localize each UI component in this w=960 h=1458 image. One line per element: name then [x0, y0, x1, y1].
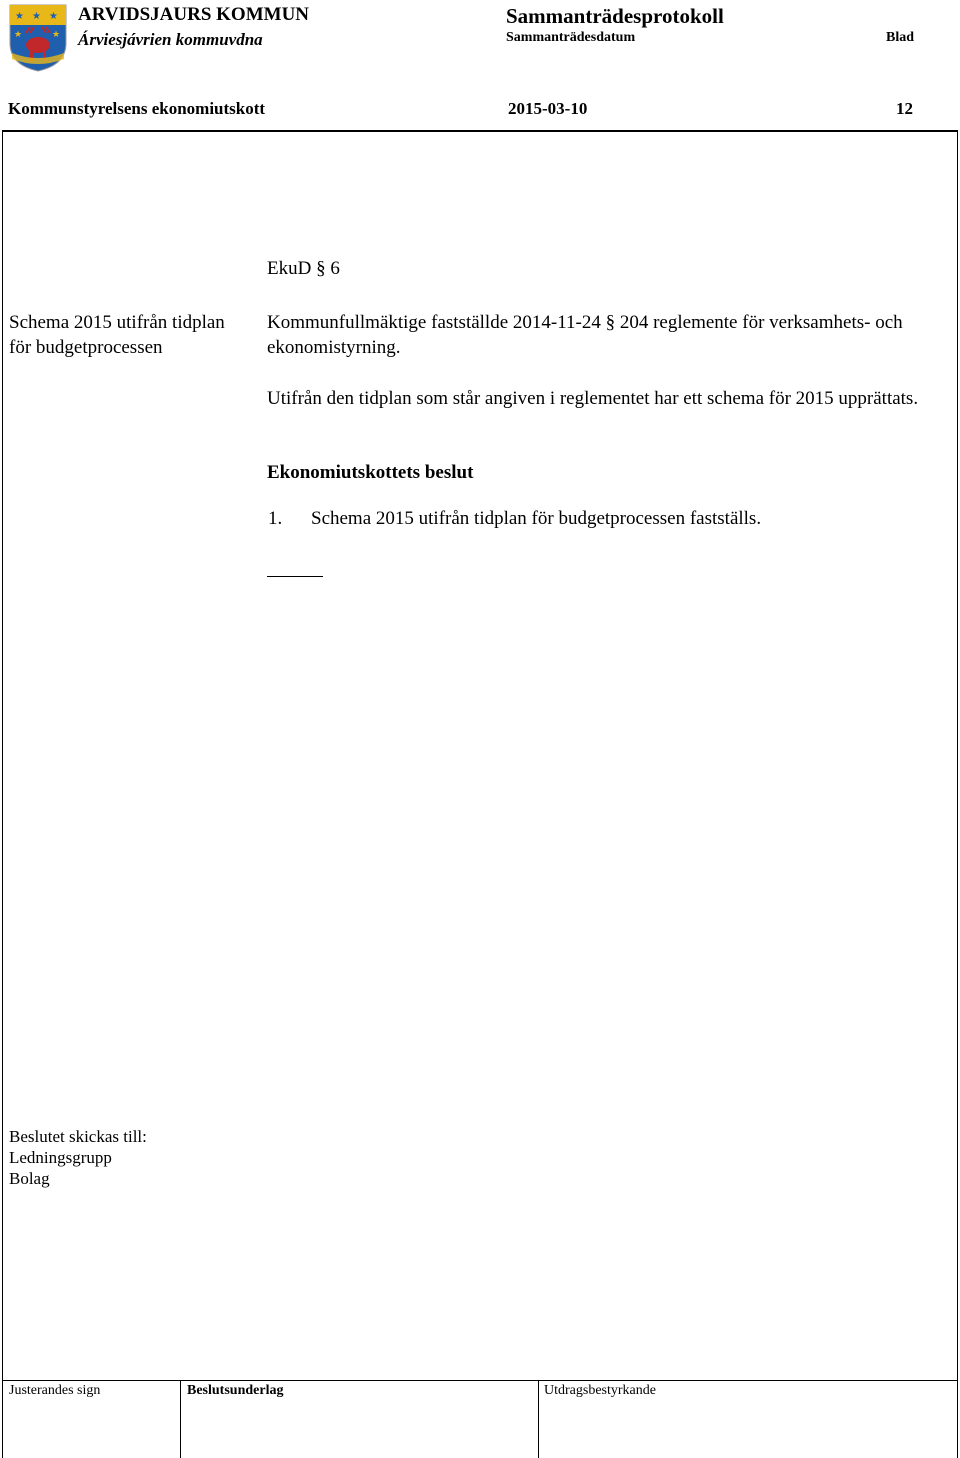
body-paragraph: Utifrån den tidplan som står angiven i reglementet har ett schema för 2015 upprättats.: [267, 388, 919, 409]
paragraph-side-title: Schema 2015 utifrån tidplan för budgetprocessen: [9, 312, 225, 358]
decision-heading: Ekonomiutskottets beslut: [267, 462, 474, 483]
decision-number: 1.: [268, 508, 283, 529]
organization-name: ARVIDSJAURS KOMMUN: [78, 4, 310, 25]
page-number: 12: [896, 99, 913, 118]
svg-text:★: ★: [14, 29, 23, 39]
frame-left-border: [2, 130, 3, 1458]
svg-text:★: ★: [15, 11, 24, 22]
svg-text:★: ★: [32, 11, 41, 22]
distribution-recipient: Bolag: [9, 1169, 50, 1188]
paragraph-id: EkuD § 6: [267, 258, 340, 279]
committee-name: Kommunstyrelsens ekonomiutskott: [8, 99, 266, 118]
coat-of-arms-icon: [8, 3, 68, 73]
footer-top-border: [2, 1380, 958, 1381]
svg-text:★: ★: [52, 29, 61, 39]
organization-name-sami: Árviesjávrien kommuvdna: [78, 30, 263, 49]
footer-underlag-label: Beslutsunderlag: [187, 1383, 284, 1398]
footer-divider: [538, 1380, 539, 1458]
footer-divider: [180, 1380, 181, 1458]
decision-text: Schema 2015 utifrån tidplan för budgetprocessen fastställs.: [311, 508, 762, 529]
meeting-date: 2015-03-10: [508, 99, 588, 118]
distribution-recipient: Ledningsgrupp: [9, 1148, 112, 1167]
body-paragraph: Kommunfullmäktige fastställde 2014-11-24 § 204 reglemente för verksamhets- och ekonomistyrning.: [267, 312, 903, 358]
page-label: Blad: [886, 30, 915, 45]
distribution-label: Beslutet skickas till:: [9, 1127, 147, 1146]
footer-utdrag-label: Utdragsbestyrkande: [544, 1383, 656, 1398]
document-type: Sammanträdesprotokoll: [506, 4, 724, 28]
distribution-list: [9, 1126, 229, 1189]
meeting-date-label: Sammanträdesdatum: [506, 30, 636, 45]
end-rule: [267, 576, 323, 577]
municipal-coat-of-arms: [8, 3, 68, 73]
frame-right-border: [957, 130, 958, 1458]
svg-text:★: ★: [49, 11, 58, 22]
frame-top-border: [2, 130, 958, 132]
footer-justering-label: Justerandes sign: [9, 1383, 101, 1398]
